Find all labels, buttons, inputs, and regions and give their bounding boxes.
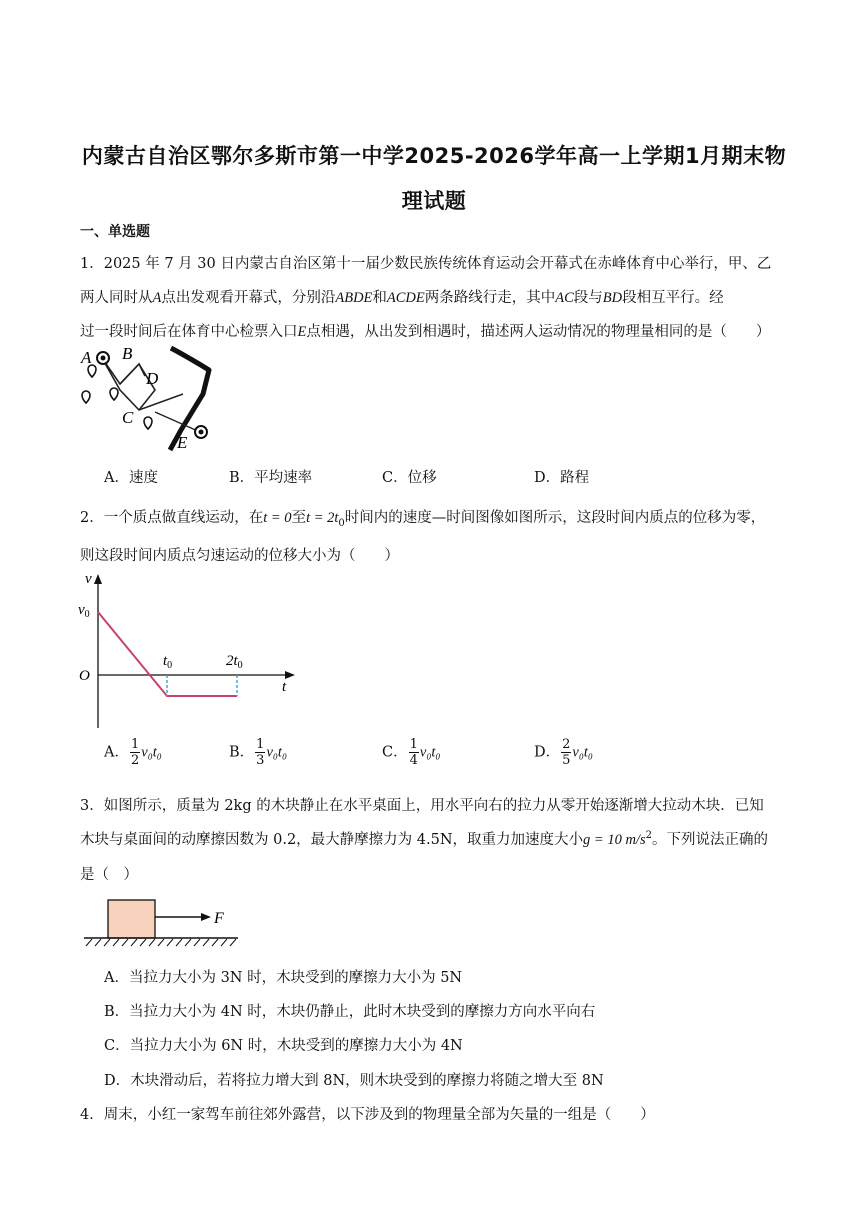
- q4-line1: 4．周末，小红一家驾车前往郊外露营，以下涉及到的物理量全部为矢量的一组是（ ）: [80, 1107, 655, 1123]
- q2-vt-graph: [75, 570, 305, 732]
- q3-option-c[interactable]: C．当拉力大小为 6N 时，木块受到的摩擦力大小为 4N: [104, 1038, 463, 1054]
- v-axis-label: v: [85, 571, 92, 587]
- q3-line3: 是（ ）: [80, 867, 138, 883]
- location-pin-icon: [144, 417, 152, 429]
- arrow-up-icon: [94, 574, 102, 584]
- q2-option-b[interactable]: B． $\frac{1}{3}$ v₀t₀: [229, 737, 287, 768]
- q1-option-c[interactable]: C．位移: [382, 470, 437, 486]
- q3-option-d[interactable]: D．木块滑动后，若将拉力增大到 8N，则木块受到的摩擦力将随之增大至 8N: [104, 1073, 604, 1089]
- q3-line1: 3．如图所示，质量为 2kg 的木块静止在水平桌面上，用水平向右的拉力从零开始逐渐增大拉动木块．已知: [80, 798, 764, 814]
- q1-option-d[interactable]: D．路程: [534, 470, 590, 486]
- label-B: B: [122, 344, 133, 363]
- page-title-cont: 理试题: [401, 189, 467, 213]
- q3-line2: 木块与桌面间的动摩擦因数为 0.2，最大静摩擦力为 4.5N，取重力加速度大小g = 10 $m/s^2$。下列说法正确的: [80, 830, 768, 848]
- force-label: F: [214, 910, 224, 927]
- label-A: A: [81, 348, 92, 367]
- section-heading: 一、单选题: [80, 224, 150, 240]
- q2-option-d[interactable]: D． $\frac{2}{5}$ v₀t₀: [534, 737, 593, 768]
- q3-option-b[interactable]: B．当拉力大小为 4N 时，木块仍静止，此时木块受到的摩擦力方向水平向右: [104, 1004, 596, 1020]
- 2t0-label: $2t_0$: [226, 653, 243, 671]
- q1-line3: 过一段时间后在体育中心检票入口E点相遇，从出发到相遇时，描述两人运动情况的物理量相同的是（ ）: [80, 324, 771, 340]
- q1-route-figure: [75, 342, 225, 452]
- origin-label: O: [79, 668, 90, 684]
- q2-option-c[interactable]: C． $\frac{1}{4}$ v₀t₀: [382, 737, 441, 768]
- q1-option-a[interactable]: A．速度: [104, 470, 158, 486]
- wooden-block: [108, 900, 155, 938]
- t0-label: $t_0$: [163, 653, 173, 671]
- arrow-right-icon: [201, 913, 211, 921]
- q3-block-figure: [80, 896, 245, 948]
- location-pin-icon: [82, 391, 90, 403]
- location-pin-icon: [110, 388, 118, 400]
- q2-line2: 则这段时间内质点匀速运动的位移大小为（ ）: [80, 548, 399, 564]
- q3-option-a[interactable]: A．当拉力大小为 3N 时，木块受到的摩擦力大小为 5N: [104, 970, 463, 986]
- q1-line1: 1．2025 年 7 月 30 日内蒙古自治区第十一届少数民族传统体育运动会开幕式在赤峰体育中心举行，甲、乙: [80, 256, 772, 272]
- location-pin-icon: [195, 426, 207, 438]
- t-axis-label: t: [282, 679, 287, 695]
- page-title: 内蒙古自治区鄂尔多斯市第一中学2025-2026学年高一上学期1月期末物: [81, 144, 787, 168]
- q1-option-b[interactable]: B．平均速率: [229, 470, 313, 486]
- label-D: D: [146, 369, 159, 388]
- q2-line1: 2．一个质点做直线运动，在t = 0至$t = 2t_0$时间内的速度—时间图像如图所示，这段时间内质点的位移为零，: [80, 510, 766, 529]
- v0-label: $v_0$: [78, 602, 90, 620]
- label-E: E: [177, 433, 188, 452]
- label-C: C: [122, 408, 134, 427]
- location-pin-icon: [97, 352, 109, 364]
- arrow-right-icon: [285, 671, 295, 679]
- q1-line2: 两人同时从A点出发观看开幕式，分别沿ABDE和ACDE两条路线行走，其中AC段与BD段相互平行。经: [80, 290, 724, 306]
- q2-option-a[interactable]: A． $\frac{1}{2}$ v₀t₀: [104, 737, 162, 768]
